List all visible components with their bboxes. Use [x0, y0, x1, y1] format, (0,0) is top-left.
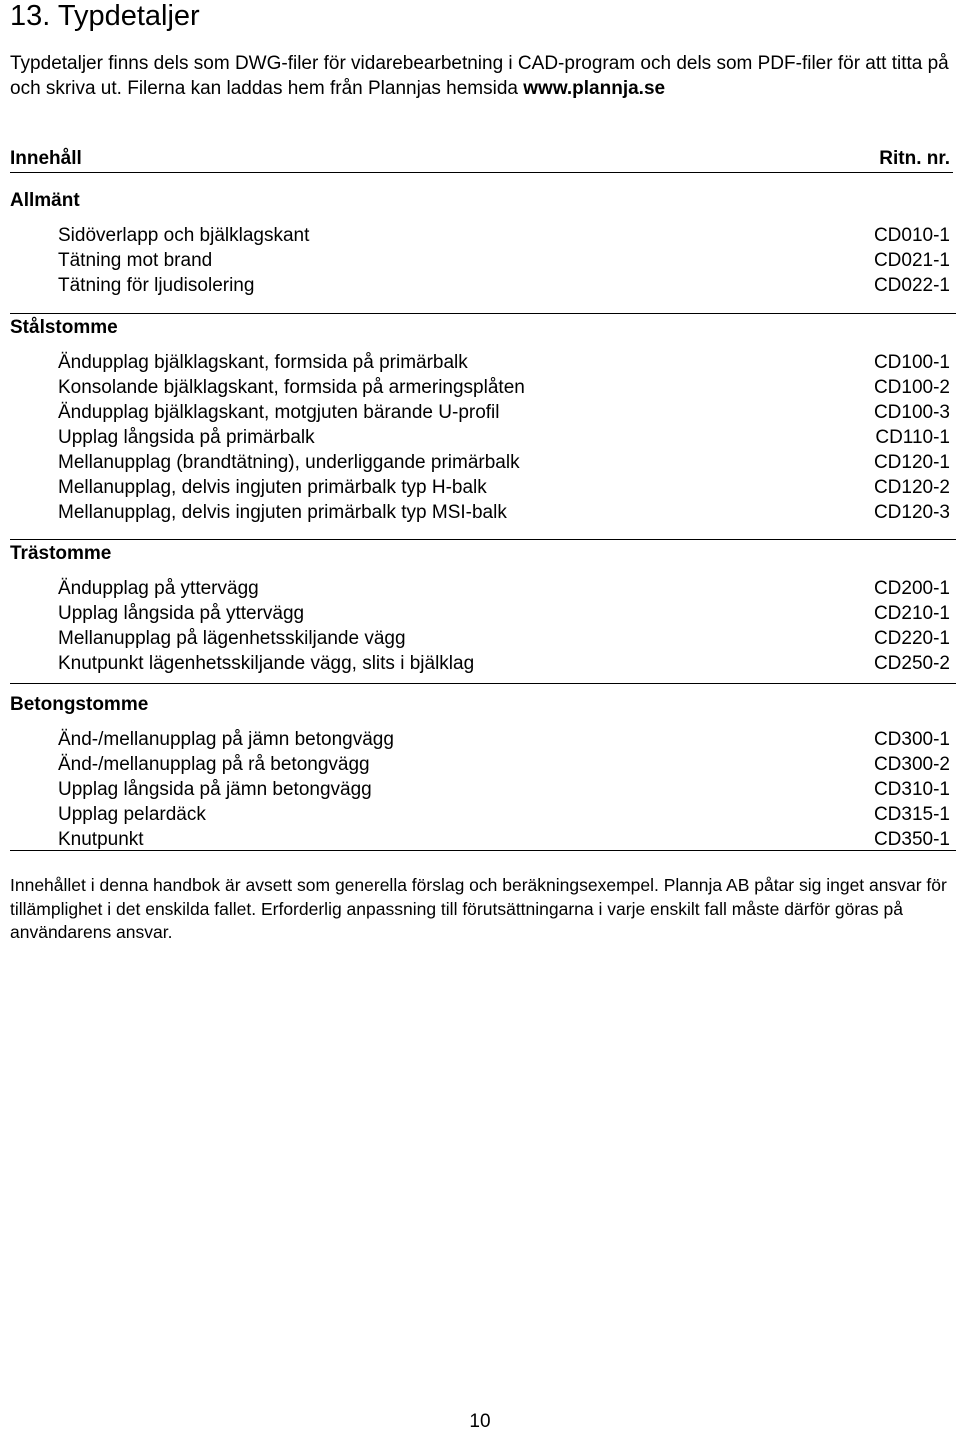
disclaimer-paragraph: Innehållet i denna handbok är avsett som generella förslag och beräkningsexempel. Plannja AB påtar sig inget ansvar för tillämplighet i det enskilda fallet. Erforderlig anpassning till förutsättningarna i varje enskilt fall måste därför göras på användarens ansvar. [10, 875, 947, 942]
list-item[interactable] [10, 248, 956, 273]
item-label: Tätning för ljudisolering [58, 275, 255, 296]
list-item[interactable] [10, 727, 956, 752]
section-trastomme [10, 541, 956, 684]
item-label: Sidöverlapp och bjälklagskant [58, 225, 310, 246]
item-code: CD300-2 [873, 754, 950, 775]
list-item[interactable] [10, 273, 956, 298]
section-betongstomme [10, 692, 956, 851]
list-item[interactable] [10, 223, 956, 248]
item-label: Upplag långsida på primärbalk [58, 427, 315, 448]
section-items [10, 576, 956, 676]
section-title: Trästomme [10, 543, 112, 564]
item-code: CD100-2 [873, 377, 950, 398]
section-title: Stålstomme [10, 317, 118, 338]
toc-header [10, 146, 953, 173]
item-label: Änd-/mellanupplag på jämn betongvägg [58, 729, 394, 750]
toc-heading: Innehåll [10, 148, 82, 169]
item-code: CD010-1 [873, 225, 950, 246]
item-label: Tätning mot brand [58, 250, 213, 271]
item-code: CD120-1 [873, 452, 950, 473]
item-code: CD310-1 [873, 779, 950, 800]
list-item[interactable] [10, 651, 956, 676]
item-code: CD021-1 [873, 250, 950, 271]
item-label: Ändupplag på yttervägg [58, 578, 259, 599]
section-stalstomme [10, 315, 956, 540]
item-code: CD350-1 [873, 829, 950, 850]
list-item[interactable] [10, 752, 956, 777]
list-item[interactable] [10, 827, 956, 852]
item-label: Änd-/mellanupplag på rå betongvägg [58, 754, 370, 775]
item-code: CD210-1 [873, 603, 950, 624]
list-item[interactable] [10, 400, 956, 425]
item-label: Upplag pelardäck [58, 804, 206, 825]
item-code: CD110-1 [875, 427, 950, 448]
list-item[interactable] [10, 576, 956, 601]
list-item[interactable] [10, 375, 956, 400]
section-items [10, 223, 956, 298]
intro-paragraph [10, 51, 950, 101]
page-title: 13. Typdetaljer [10, 0, 200, 32]
list-item[interactable] [10, 601, 956, 626]
item-label: Mellanupplag (brandtätning), underliggande primärbalk [58, 452, 520, 473]
item-label: Ändupplag bjälklagskant, motgjuten bärande U-profil [58, 402, 500, 423]
item-code: CD120-3 [873, 502, 950, 523]
list-item[interactable] [10, 425, 956, 450]
list-item[interactable] [10, 626, 956, 651]
item-label: Knutpunkt lägenhetsskiljande vägg, slits i bjälklag [58, 653, 475, 674]
item-code: CD220-1 [873, 628, 950, 649]
item-label: Mellanupplag på lägenhetsskiljande vägg [58, 628, 406, 649]
item-label: Mellanupplag, delvis ingjuten primärbalk typ MSI-balk [58, 502, 507, 523]
item-code: CD250-2 [873, 653, 950, 674]
item-code: CD120-2 [873, 477, 950, 498]
item-label: Konsolande bjälklagskant, formsida på armeringsplåten [58, 377, 525, 398]
item-code: CD022-1 [873, 275, 950, 296]
section-title: Allmänt [10, 190, 80, 211]
intro-text: Typdetaljer finns dels som DWG-filer för vidarebearbetning i CAD-program och dels som PDF-filer för att titta på och skriva ut. Filerna kan laddas hem från Plannjas hemsida [10, 53, 949, 99]
item-code: CD100-1 [873, 352, 950, 373]
item-code: CD300-1 [873, 729, 950, 750]
list-item[interactable] [10, 802, 956, 827]
item-label: Upplag långsida på jämn betongvägg [58, 779, 372, 800]
section-allmant [10, 188, 956, 314]
drawing-number-heading: Ritn. nr. [879, 148, 950, 169]
item-label: Upplag långsida på yttervägg [58, 603, 305, 624]
list-item[interactable] [10, 475, 956, 500]
list-item[interactable] [10, 500, 956, 525]
list-item[interactable] [10, 450, 956, 475]
list-item[interactable] [10, 777, 956, 802]
item-code: CD100-3 [873, 402, 950, 423]
item-code: CD315-1 [873, 804, 950, 825]
page-number: 10 [469, 1411, 491, 1432]
section-items [10, 350, 956, 525]
item-label: Ändupplag bjälklagskant, formsida på primärbalk [58, 352, 468, 373]
section-title: Betongstomme [10, 694, 149, 715]
website-link[interactable]: www.plannja.se [523, 78, 666, 99]
item-label: Knutpunkt [58, 829, 144, 850]
item-code: CD200-1 [873, 578, 950, 599]
section-items [10, 727, 956, 852]
list-item[interactable] [10, 350, 956, 375]
item-label: Mellanupplag, delvis ingjuten primärbalk typ H-balk [58, 477, 487, 498]
